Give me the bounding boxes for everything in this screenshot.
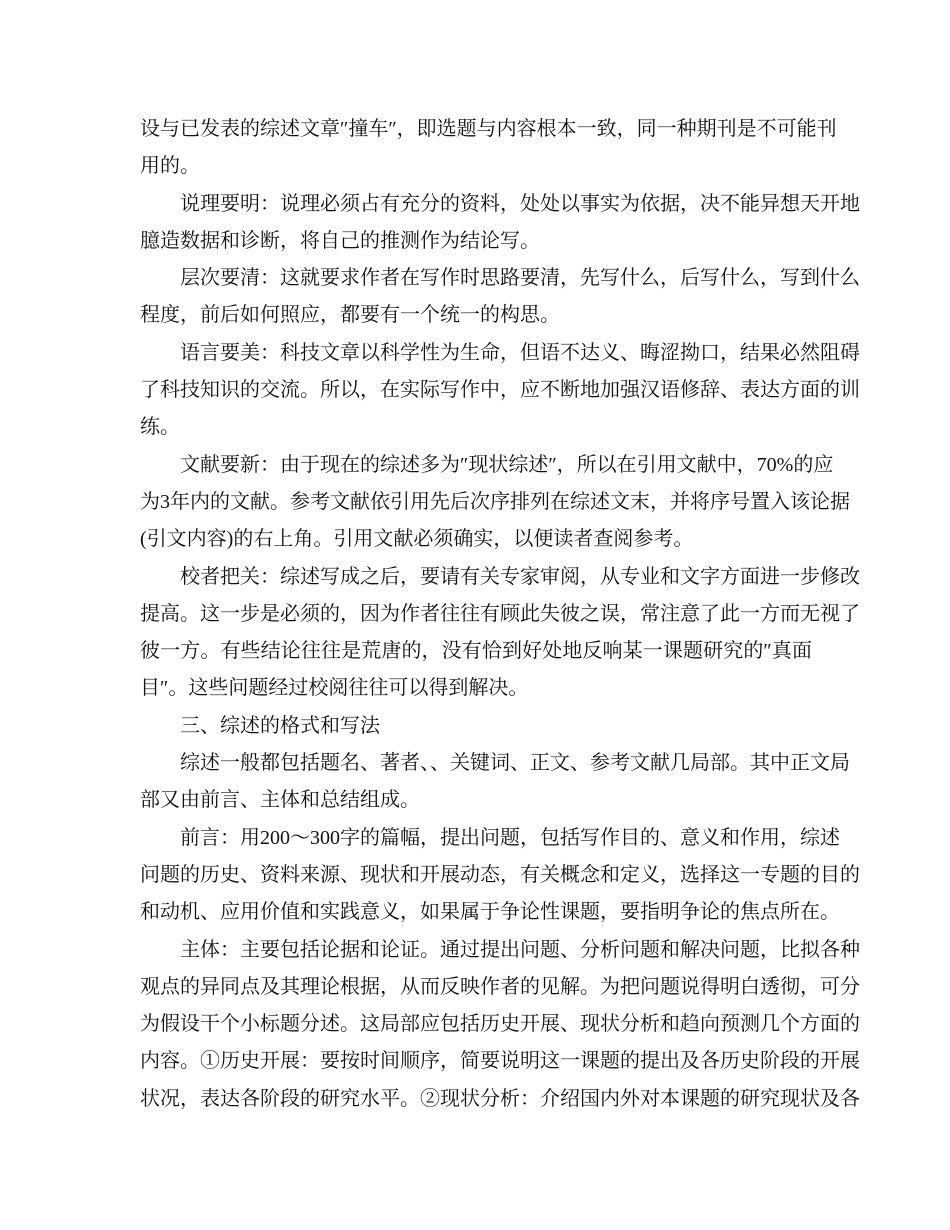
text-line: 目″。这些问题经过校阅往往可以得到解决。	[140, 677, 529, 700]
text-line: 为3年内的文献。参考文献依引用先后次序排列在综述文末，并将序号置入该论据	[140, 490, 850, 513]
text-line: 为假设干个小标题分述。这局部应包括历史开展、现状分析和趋向预测几个方面的	[140, 1013, 860, 1036]
paragraph	[140, 745, 850, 820]
paragraph	[140, 111, 837, 186]
text-line: 臆造数据和诊断，将自己的推测作为结论写。	[140, 229, 540, 252]
text-line: 主体：主要包括论据和论证。通过提出问题、分析问题和解决问题，比拟各种	[180, 938, 860, 961]
text-line: 用的。	[140, 155, 200, 178]
paragraph	[140, 447, 850, 559]
text-line: 观点的异同点及其理论根据，从而反映作者的见解。为把问题说得明白透彻，可分	[140, 975, 860, 998]
text-line: 练。	[140, 416, 180, 439]
text-line: 文献要新：由于现在的综述多为″现状综述″，所以在引用文献中，70%的应	[180, 453, 834, 476]
text-line: 三、综述的格式和写法	[180, 714, 380, 737]
text-line: 校者把关：综述写成之后，要请有关专家审阅，从专业和文字方面进一步修改	[180, 565, 860, 588]
text-line: 前言：用200～300字的篇幅，提出问题，包括写作目的、意义和作用，综述	[180, 826, 840, 849]
paragraph	[140, 186, 860, 261]
paragraph	[140, 559, 860, 708]
text-line: (引文内容)的右上角。引用文献必须确实，以便读者查阅参考。	[140, 528, 694, 551]
paragraph	[140, 820, 860, 932]
text-line: 综述一般都包括题名、著者、、关键词、正文、参考文献几局部。其中正文局	[180, 752, 850, 775]
text-line: 设与已发表的综述文章″撞车″，即选题与内容根本一致，同一种期刊是不可能刊	[140, 118, 837, 140]
text-line: 彼一方。有些结论往往是荒唐的，没有恰到好处地反响某一课题研究的″真面	[140, 640, 812, 663]
text-line: 说理要明：说理必须占有充分的资料，处处以事实为依据，决不能异想天开地	[180, 192, 860, 215]
text-line: 内容。①历史开展：要按时间顺序，简要说明这一课题的提出及各历史阶段的开展	[140, 1050, 860, 1073]
paragraph	[140, 932, 860, 1118]
text-line: 了科技知识的交流。所以，在实际写作中，应不断地加强汉语修辞、表达方面的训	[140, 379, 860, 402]
text-line: 问题的历史、资料来源、现状和开展动态，有关概念和定义，选择这一专题的目的	[140, 863, 860, 886]
text-line: 部又由前言、主体和总结组成。	[140, 789, 420, 812]
text-line: 提高。这一步是必须的，因为作者往往有顾此失彼之误，常注意了此一方而无视了	[140, 602, 860, 625]
paragraph	[140, 708, 812, 745]
text-line: 语言要美：科技文章以科学性为生命，但语不达义、晦涩拗口，结果必然阻碍	[180, 341, 860, 364]
text-line: 状况，表达各阶段的研究水平。②现状分析：介绍国内外对本课题的研究现状及各	[140, 1087, 860, 1110]
text-line: 层次要清：这就要求作者在写作时思路要清，先写什么，后写什么，写到什么	[180, 267, 860, 290]
paragraph	[140, 335, 860, 447]
text-line: 和动机、应用价值和实践意义，如果属于争论性课题，要指明争论的焦点所在。	[140, 901, 840, 924]
paragraph	[140, 260, 860, 335]
document-body	[140, 111, 860, 1118]
text-line: 程度，前后如何照应，都要有一个统一的构思。	[140, 304, 560, 327]
